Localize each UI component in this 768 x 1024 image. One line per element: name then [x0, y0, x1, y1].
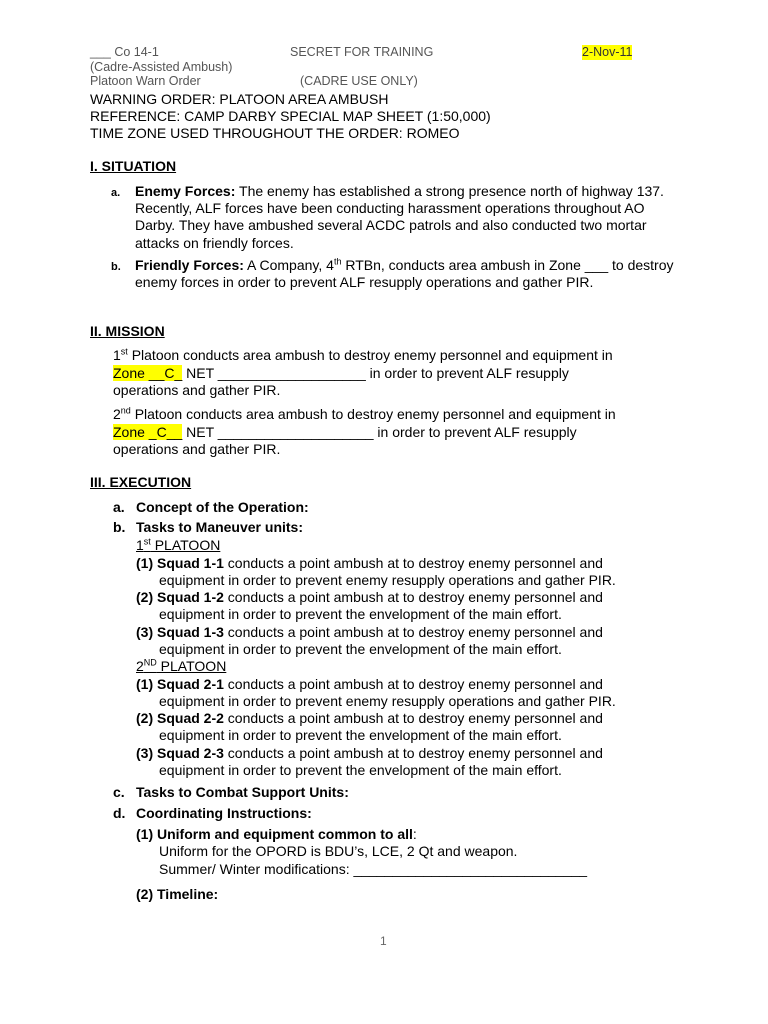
squad-1-2-line2: equipment in order to prevent the envelopment of the main effort.: [159, 606, 562, 622]
squad-2-3-line2: equipment in order to prevent the envelopment of the main effort.: [159, 762, 562, 778]
header-doc-type: Platoon Warn Order: [90, 74, 201, 88]
enemy-forces-text: The enemy has established a strong presence north of highway 137. Recently, ALF forces have been conducting harassment operations throughout AO Darby. They have ambushed several ACDC patrols and also conducted two mortar attacks on friendly forces.: [135, 183, 664, 251]
header-subtitle: (Cadre-Assisted Ambush): [90, 60, 233, 74]
squad-2-1-line2: equipment in order to prevent enemy resupply operations and gather PIR.: [159, 693, 616, 709]
platoon-1-num: 1: [136, 537, 144, 553]
warning-order-title: WARNING ORDER: PLATOON AREA AMBUSH: [90, 91, 389, 107]
squad-1-3-text1: conducts a point ambush at to destroy enemy personnel and: [223, 624, 603, 640]
mission-p1-line2: [113, 365, 569, 382]
header-classification: SECRET FOR TRAINING: [290, 45, 434, 59]
platoon-1-heading: [136, 537, 220, 554]
mission-p2-zone: Zone _C__: [113, 424, 183, 440]
mission-p2-line1-text: Platoon conducts area ambush to destroy enemy personnel and equipment in: [130, 406, 616, 422]
mission-p2-line1: [113, 406, 616, 423]
situation-heading: I. SITUATION: [90, 158, 177, 174]
mission-p2-line2-text: NET ____________________ in order to prevent ALF resupply: [182, 424, 577, 440]
squad-2-1-label: (1) Squad 2-1: [136, 676, 224, 692]
page-number: 1: [380, 934, 387, 948]
platoon-2-sup: ND: [143, 657, 157, 668]
squad-2-3-line1: [136, 745, 603, 762]
squad-1-2-line1: [136, 589, 603, 606]
uniform-line2: Summer/ Winter modifications: ______________________________: [159, 861, 588, 877]
mission-p1-line1-text: Platoon conducts area ambush to destroy enemy personnel and equipment in: [127, 347, 613, 363]
mission-p2-sup: nd: [120, 405, 131, 416]
friendly-forces-paragraph: [135, 257, 680, 291]
squad-1-1-line2: equipment in order to prevent enemy resupply operations and gather PIR.: [159, 572, 616, 588]
concept-of-operation-label: Concept of the Operation:: [136, 499, 309, 515]
tasks-combat-support-label: Tasks to Combat Support Units:: [136, 784, 349, 800]
header-co: ___ Co 14-1: [90, 45, 159, 59]
exec-c-marker: c.: [113, 784, 125, 800]
mission-p1-line3: operations and gather PIR.: [113, 382, 281, 398]
coordinating-instructions-label: Coordinating Instructions:: [136, 805, 312, 821]
squad-1-3-line2: equipment in order to prevent the envelopment of the main effort.: [159, 641, 562, 657]
platoon-2-heading: [136, 658, 226, 675]
enemy-forces-paragraph: [135, 183, 680, 252]
platoon-1-sup: st: [143, 536, 151, 547]
squad-2-3-text1: conducts a point ambush at to destroy enemy personnel and: [223, 745, 603, 761]
uniform-line1: Uniform for the OPORD is BDU’s, LCE, 2 Qt and weapon.: [159, 843, 518, 859]
mission-p2-num: 2: [113, 406, 121, 422]
header-date: 2-Nov-11: [582, 45, 633, 59]
uniform-heading: [136, 826, 417, 843]
execution-heading: III. EXECUTION: [90, 474, 192, 490]
enemy-forces-label: Enemy Forces:: [135, 183, 236, 199]
squad-2-1-text1: conducts a point ambush at to destroy enemy personnel and: [223, 676, 603, 692]
timeline-label: (2) Timeline:: [136, 886, 219, 902]
tasks-maneuver-label: Tasks to Maneuver units:: [136, 519, 304, 535]
squad-2-2-line2: equipment in order to prevent the envelopment of the main effort.: [159, 727, 562, 743]
mission-heading: II. MISSION: [90, 323, 165, 339]
squad-1-1-line1: [136, 555, 603, 572]
platoon-1-rest: PLATOON: [150, 537, 221, 553]
friendly-forces-label: Friendly Forces:: [135, 257, 244, 273]
squad-2-3-label: (3) Squad 2-3: [136, 745, 224, 761]
friendly-forces-sup: th: [333, 256, 342, 267]
squad-2-1-line1: [136, 676, 603, 693]
friendly-forces-text-post: RTBn, conducts area ambush in Zone ___ to destroy enemy forces in order to prevent ALF resupply operations and gather PIR.: [135, 257, 674, 291]
uniform-label: (1) Uniform and equipment common to all: [136, 826, 413, 842]
exec-a-marker: a.: [113, 499, 125, 515]
reference-line: REFERENCE: CAMP DARBY SPECIAL MAP SHEET (1:50,000): [90, 108, 491, 124]
exec-b-marker: b.: [113, 519, 126, 535]
squad-1-2-text1: conducts a point ambush at to destroy enemy personnel and: [223, 589, 603, 605]
mission-p1-line2-text: NET ___________________ in order to prevent ALF resupply: [182, 365, 569, 381]
mission-p2-line2: [113, 424, 577, 441]
squad-2-2-text1: conducts a point ambush at to destroy enemy personnel and: [223, 710, 603, 726]
mission-p1-line1: [113, 347, 613, 364]
mission-p1-sup: st: [120, 346, 128, 357]
time-zone-line: TIME ZONE USED THROUGHOUT THE ORDER: ROMEO: [90, 125, 460, 141]
mission-p2-line3: operations and gather PIR.: [113, 441, 281, 457]
squad-1-1-label: (1) Squad 1-1: [136, 555, 224, 571]
mission-p1-num: 1: [113, 347, 121, 363]
squad-2-2-label: (2) Squad 2-2: [136, 710, 224, 726]
friendly-forces-text-pre: A Company, 4: [243, 257, 334, 273]
uniform-colon: :: [412, 826, 417, 842]
enemy-marker: a.: [111, 187, 121, 199]
friendly-marker: b.: [111, 261, 121, 273]
header-cadre-note: (CADRE USE ONLY): [300, 74, 418, 88]
squad-1-2-label: (2) Squad 1-2: [136, 589, 224, 605]
platoon-2-num: 2: [136, 658, 144, 674]
squad-1-3-label: (3) Squad 1-3: [136, 624, 224, 640]
squad-1-1-text1: conducts a point ambush at to destroy enemy personnel and: [223, 555, 603, 571]
platoon-2-rest: PLATOON: [156, 658, 227, 674]
squad-1-3-line1: [136, 624, 603, 641]
exec-d-marker: d.: [113, 805, 126, 821]
squad-2-2-line1: [136, 710, 603, 727]
mission-p1-zone: Zone __C_: [113, 365, 183, 381]
